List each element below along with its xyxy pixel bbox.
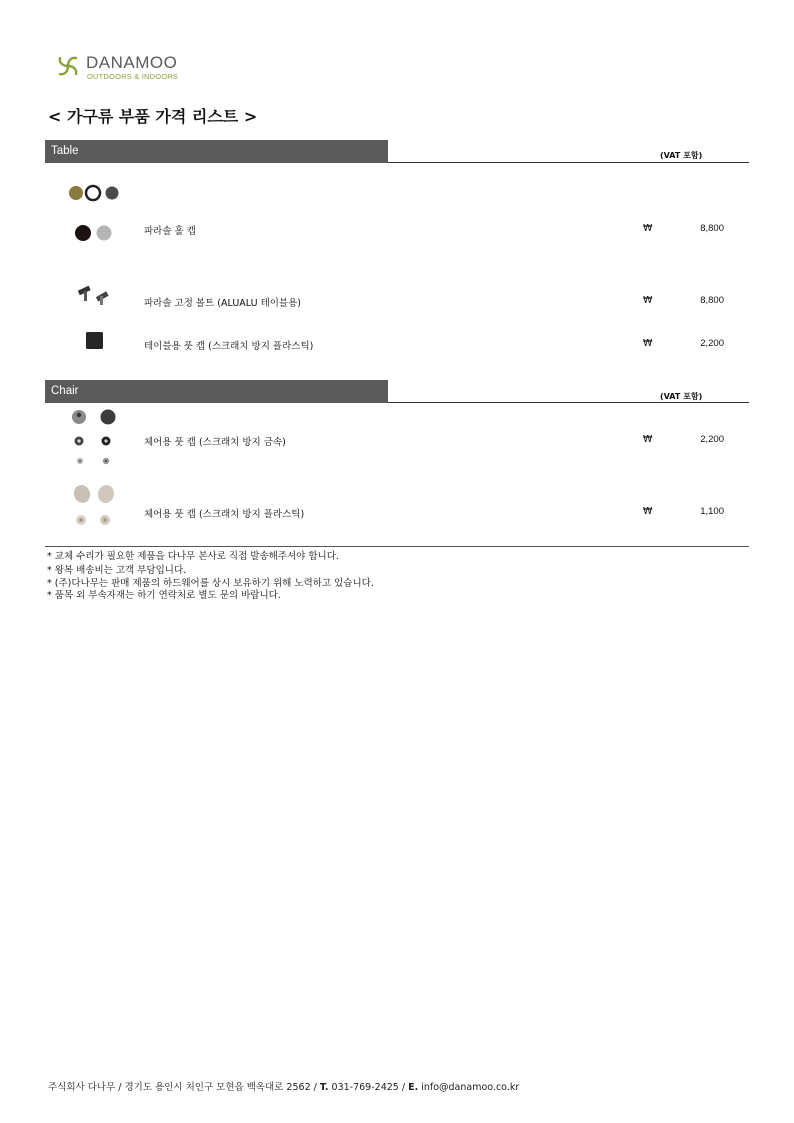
chair-plastic-foot-cap-image bbox=[68, 483, 122, 529]
won-sign: ₩ bbox=[643, 434, 653, 445]
chair-metal-foot-cap-image bbox=[68, 408, 122, 468]
won-sign: ₩ bbox=[643, 338, 653, 349]
footer-contact bbox=[48, 1079, 519, 1093]
table-foot-cap-image bbox=[85, 331, 105, 351]
note: * 품목 외 부속자재는 하기 연락처로 별도 문의 바랍니다. bbox=[47, 590, 281, 601]
footer-tel-label: T. bbox=[319, 1082, 329, 1093]
item-price: 8,800 bbox=[700, 295, 724, 306]
item-name: 파라솔 고정 볼트 (ALUALU 테이블용) bbox=[144, 298, 301, 309]
parasol-hole-cap-image bbox=[66, 183, 124, 245]
won-sign: ₩ bbox=[643, 223, 653, 234]
logo-name: DANAMOO bbox=[86, 53, 178, 72]
item-price: 8,800 bbox=[700, 223, 724, 234]
note: * 왕복 배송비는 고객 부담입니다. bbox=[47, 565, 187, 576]
section-header-chair: Chair bbox=[45, 380, 388, 403]
list-bottom-divider bbox=[45, 546, 749, 547]
page-title: < 가구류 부품 가격 리스트 > bbox=[48, 107, 258, 126]
item-name: 파라솔 홀 캡 bbox=[144, 226, 196, 237]
won-sign: ₩ bbox=[643, 506, 653, 517]
note: * 교체 수리가 필요한 제품을 다나무 본사로 직접 발송해주셔야 합니다. bbox=[47, 551, 339, 562]
item-name: 테이블용 풋 캡 (스크래치 방지 플라스틱) bbox=[144, 341, 314, 352]
chair-header-divider bbox=[388, 402, 749, 403]
footer-address: 주식회사 다나무 / 경기도 용인시 처인구 모현읍 백옥대로 2562 / bbox=[48, 1082, 320, 1093]
danamoo-logo-icon bbox=[54, 52, 82, 80]
footer-email: info@danamoo.co.kr bbox=[418, 1082, 520, 1093]
table-header-divider bbox=[388, 162, 749, 163]
footer-tel: 031-769-2425 / bbox=[328, 1082, 409, 1093]
logo-tagline: OUTDOORS & INDOORS bbox=[87, 72, 179, 81]
parasol-bolt-image bbox=[76, 282, 112, 306]
won-sign: ₩ bbox=[643, 295, 653, 306]
section-header-table: Table bbox=[45, 140, 388, 163]
item-price: 2,200 bbox=[700, 434, 724, 445]
footer-email-label: E. bbox=[408, 1082, 419, 1093]
item-price: 2,200 bbox=[700, 338, 724, 349]
item-price: 1,100 bbox=[700, 506, 724, 517]
note: * (주)다나무는 판매 제품의 하드웨어를 상시 보유하기 위해 노력하고 있습니다. bbox=[47, 578, 374, 589]
vat-label-table: (VAT 포함) bbox=[660, 151, 703, 160]
item-name: 체어용 풋 캡 (스크래치 방지 플라스틱) bbox=[144, 509, 305, 520]
vat-label-chair: (VAT 포함) bbox=[660, 392, 703, 401]
item-name: 체어용 풋 캡 (스크래치 방지 금속) bbox=[144, 437, 286, 448]
